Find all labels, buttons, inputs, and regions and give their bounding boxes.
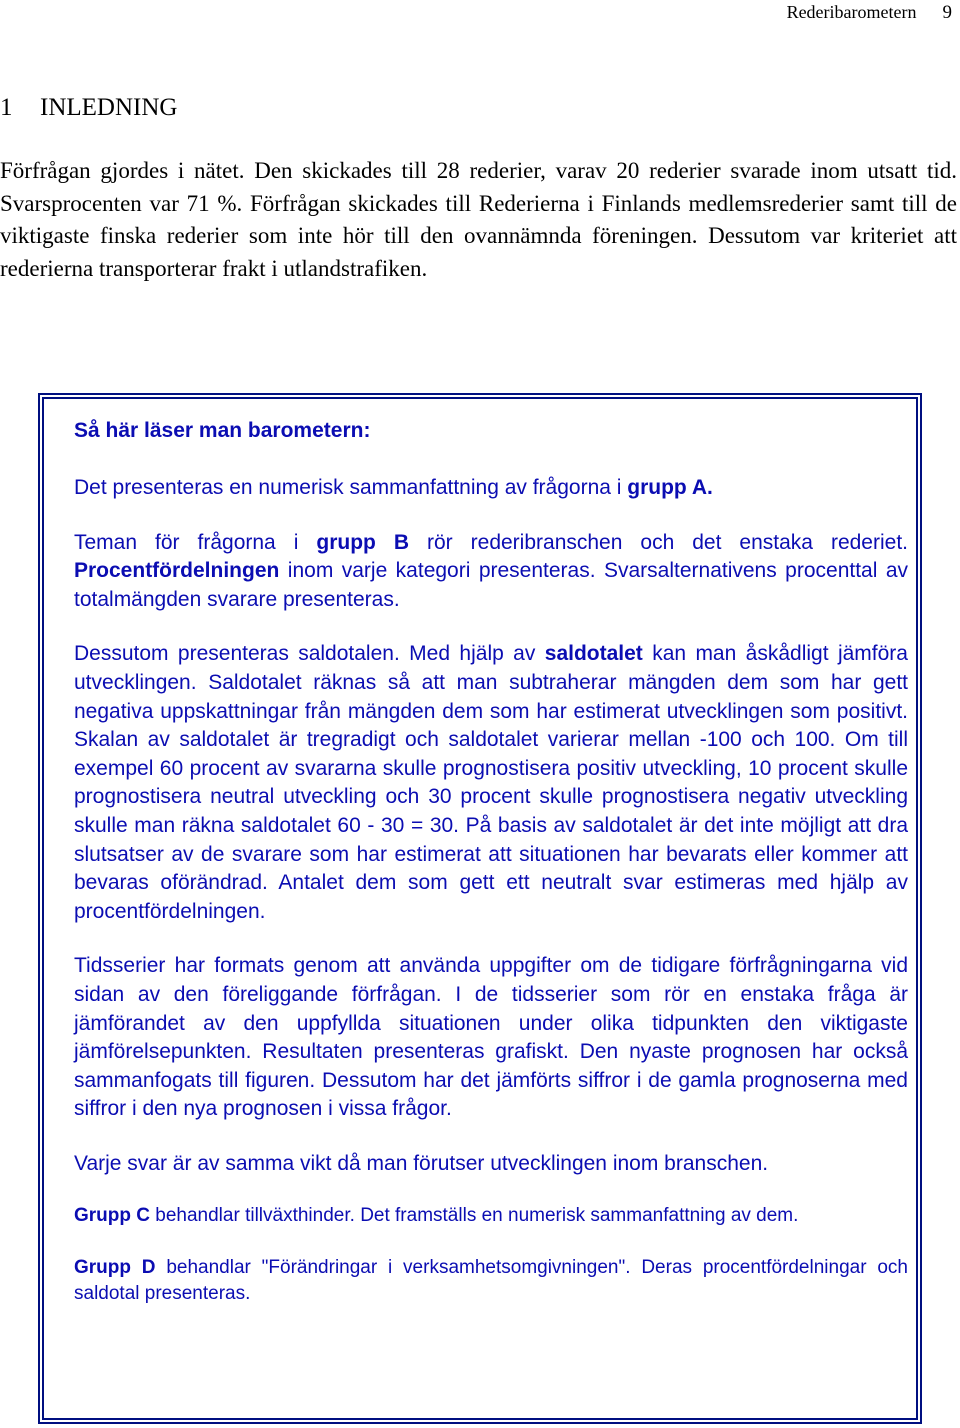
section-title: INLEDNING: [40, 94, 178, 121]
page-number: 9: [942, 2, 952, 23]
text-span: Teman för frågorna i: [74, 530, 317, 554]
text-span: Det presenteras en numerisk sammanfattning av frågorna i: [74, 476, 628, 499]
emphasis-saldotalet: saldotalet: [544, 642, 643, 666]
text-span: inom varje kategori presenteras. Svarsalternativens procenttal av totalmängden svarare presenteras.: [74, 559, 908, 611]
paragraph-group-a: [74, 474, 908, 503]
text-span: rör rederibranschen och det enstaka rederiet.: [409, 530, 908, 554]
intro-paragraph: Förfrågan gjordes i nätet. Den skickades till 28 rederier, varav 20 rederier svarade inom utsatt tid. Svarsprocenten var 71 %. Förfrågan skickades till Rederierna i Finlands medlemsrederier samt till de viktigaste finska rederier som inte hör till den ovannämnda föreningen. Dessutom var kriteriet att rederierna transporterar frakt i utlandstrafiken.: [0, 158, 957, 281]
info-box-title: Så här läser man barometern:: [74, 419, 371, 442]
emphasis-procentfordelningen: Procentfördelningen: [74, 559, 280, 583]
paragraph-group-d: [74, 1255, 908, 1308]
paragraph-weighting: Varje svar är av samma vikt då man förutser utvecklingen inom branschen.: [74, 1151, 769, 1175]
info-box: [38, 393, 922, 1424]
emphasis-group-a: grupp A.: [627, 476, 713, 499]
paragraph-tidsserier: Tidsserier har formats genom att använda uppgifter om de tidigare förfrågningarna vid sidan av den föreliggande förfrågan. I de tidsserier som rör en enstaka fråga är jämförandet av den uppfyllda situationen under olika tidpunkten den viktigaste jämförelsepunkten. Resultaten presenteras grafiskt. Den nyaste prognosen har också sammanfogats till figuren. Dessutom har det jämförts siffror i de gamla prognoserna med siffror i den nya prognosen i vissa frågor.: [74, 954, 908, 1121]
running-header: [787, 2, 952, 24]
text-span: behandlar tillväxthinder. Det framställs en numerisk sammanfattning av dem.: [150, 1205, 799, 1227]
section-heading: [0, 94, 177, 122]
header-title: Rederibarometern: [786, 2, 917, 22]
text-span: behandlar "Förändringar i verksamhetsomgivningen". Deras procentfördelningar och saldotal presenteras.: [74, 1256, 908, 1305]
paragraph-group-b: [74, 529, 908, 615]
paragraph-saldotal: [74, 640, 908, 926]
emphasis-group-c: Grupp C: [74, 1205, 150, 1227]
section-number: 1: [0, 94, 13, 121]
text-span: kan man åskådligt jämföra utvecklingen. Saldotalet räknas så att man subtraherar mängden dem som har gett negativa uppskattningar från mängden dem som har estimerat utvecklingen som positivt. Skalan av saldotalet är tregradigt och saldotalet varierar mellan -100 och 100. Om till exempel 60 procent av svararna skulle prognostisera positiv utveckling, 10 procent skulle prognostisera neutral utveckling och 30 procent skulle prognostisera negativ utveckling skulle man räkna saldotalet 60 - 30 = 30. På basis av saldotalet är det inte möjligt att dra slutsatser av de svarare som har estimerat att situationen har bevarats eller kommer att bevaras oförändrad. Antalet dem som gett ett neutralt svar estimeras med hjälp av procentfördelningen.: [74, 642, 908, 923]
emphasis-group-d: Grupp D: [74, 1256, 156, 1278]
text-span: Dessutom presenteras saldotalen. Med hjälp av: [74, 642, 545, 666]
emphasis-group-b: grupp B: [316, 530, 410, 554]
info-box-content: [74, 417, 908, 1308]
paragraph-group-c: [74, 1203, 908, 1230]
